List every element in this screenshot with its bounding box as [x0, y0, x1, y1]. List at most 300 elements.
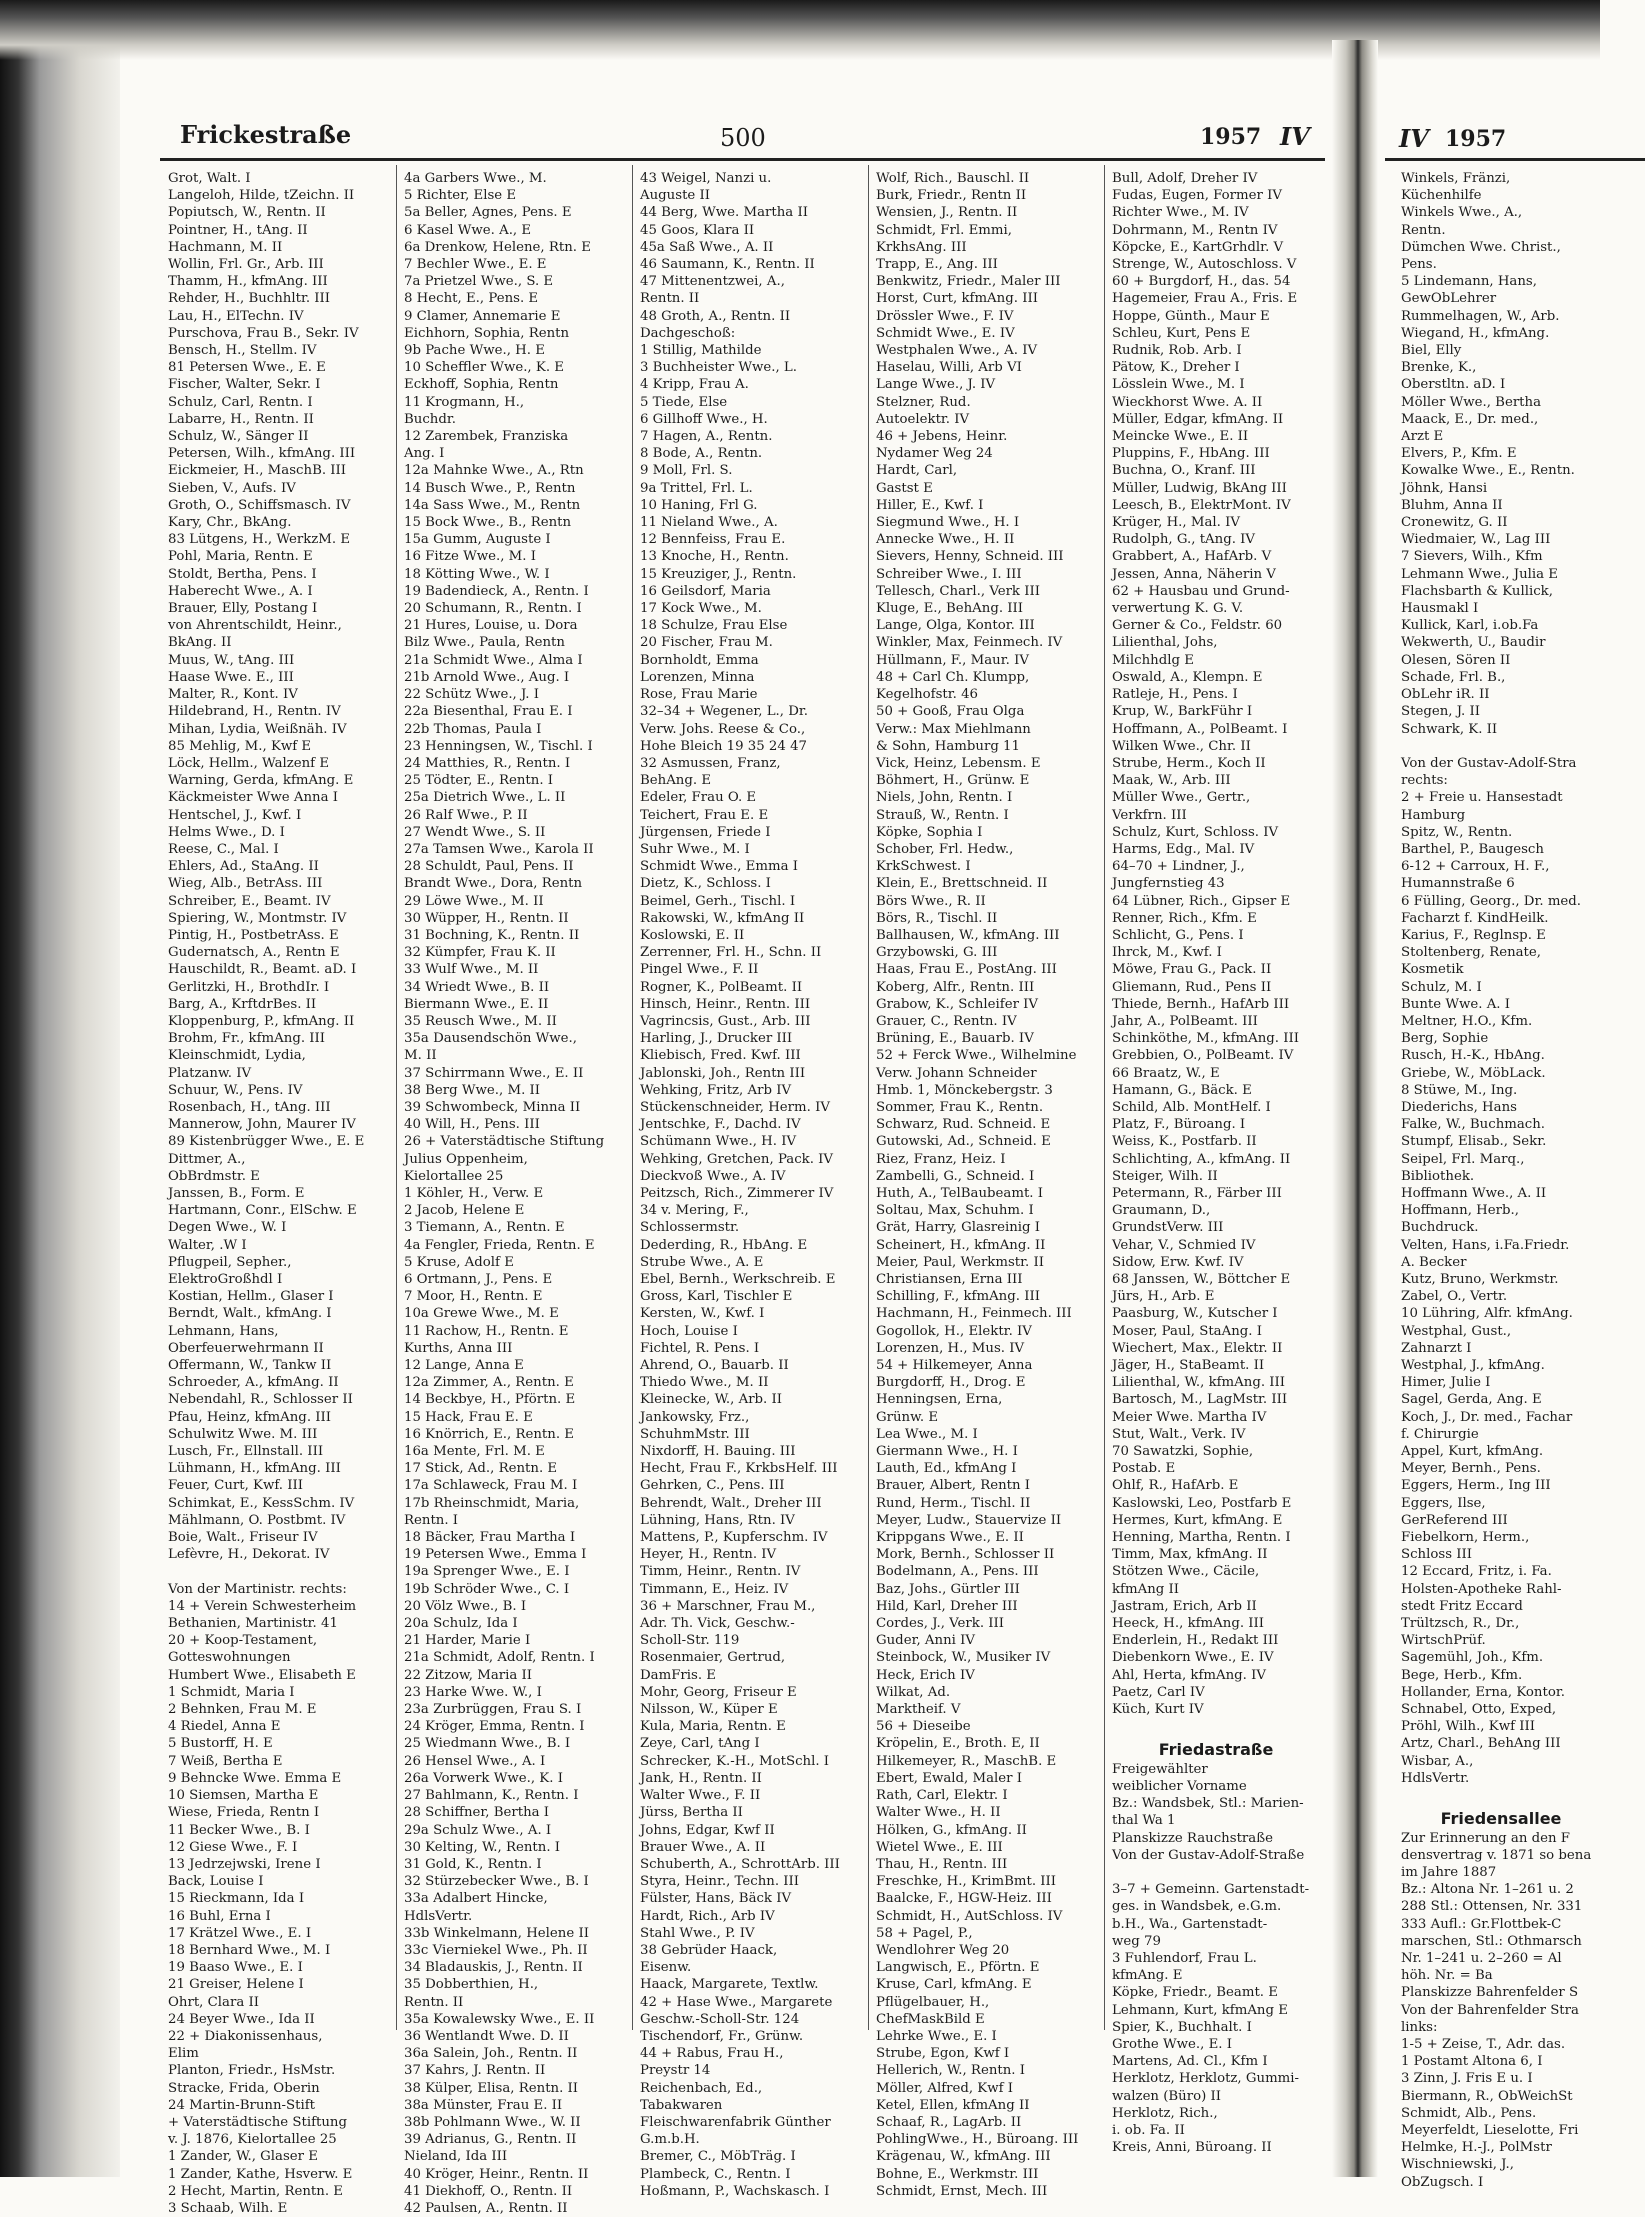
directory-entry: Ihrck, M., Kwf. I	[1112, 945, 1222, 961]
directory-entry: Von der Martinistr. rechts:	[168, 1581, 347, 1597]
directory-entry: Giermann Wwe., H. I	[876, 1444, 1018, 1460]
directory-entry: Hiller, E., Kwf. I	[876, 497, 984, 513]
directory-entry: 15 Rieckmann, Ida I	[168, 1891, 305, 1907]
directory-entry: 12a Mahnke Wwe., A., Rtn	[404, 463, 584, 479]
directory-entry: Lusch, Fr., Ellnstall. III	[168, 1444, 324, 1460]
directory-entry: 42 Paulsen, A., Rentn. II	[404, 2200, 568, 2216]
directory-entry: 3 Buchheister Wwe., L.	[640, 360, 797, 376]
directory-entry: Dittmer, A.,	[168, 1151, 246, 1167]
directory-entry: Schmidt, Frl. Emmi,	[876, 222, 1012, 238]
directory-entry: Vehar, V., Schmied IV	[1112, 1237, 1256, 1253]
directory-entry: Mannerow, John, Maurer IV	[168, 1117, 356, 1133]
directory-entry: Meyerfeldt, Lieselotte, Fri	[1401, 2122, 1579, 2138]
directory-entry: Wilken Wwe., Chr. II	[1112, 738, 1251, 754]
directory-entry: Ang. I	[404, 446, 445, 462]
directory-entry: 29a Schulz Wwe., A. I	[404, 1822, 552, 1838]
directory-entry: Walter, .W I	[168, 1237, 247, 1253]
directory-entry: 19 Badendieck, A., Rentn. I	[404, 583, 589, 599]
directory-entry: 48 + Carl Ch. Klumpp,	[876, 669, 1030, 685]
directory-entry: Adr. Th. Vick, Geschw.-	[640, 1616, 795, 1632]
directory-entry: Wietel Wwe., E. III	[876, 1839, 1003, 1855]
directory-entry: 22 Schütz Wwe., J. I	[404, 687, 540, 703]
directory-entry: Winkler, Max, Feinmech. IV	[876, 635, 1063, 651]
directory-entry: Platzanw. IV	[168, 1065, 252, 1081]
directory-entry: Back, Louise I	[168, 1874, 264, 1890]
directory-entry: Krup, W., BarkFühr I	[1112, 704, 1253, 720]
directory-entry: Rehder, H., Buchhltr. III	[168, 291, 331, 307]
directory-entry: Ohlf, R., HafArb. E	[1112, 1478, 1239, 1494]
directory-entry: Meincke Wwe., E. II	[1112, 429, 1249, 445]
directory-entry: Gerlitzki, H., BrothdIr. I	[168, 979, 330, 995]
directory-entry: Schilling, F., kfmAng. III	[876, 1289, 1040, 1305]
directory-entry: 9b Pache Wwe., H. E	[404, 343, 545, 359]
directory-entry: Von der Gustav-Adolf-Straße	[1112, 1847, 1305, 1863]
street-section-title: Friedensallee	[1440, 1809, 1562, 1829]
directory-entry: rechts:	[1401, 773, 1448, 789]
directory-entry: Hinsch, Heinr., Rentn. III	[640, 996, 811, 1012]
directory-entry: GewObLehrer	[1401, 291, 1497, 307]
directory-entry: Baz, Johs., Gürtler III	[876, 1581, 1020, 1597]
directory-entry: 288 Stl.: Ottensen, Nr. 331	[1401, 1899, 1583, 1915]
directory-entry: 18 Bäcker, Frau Martha I	[404, 1530, 576, 1546]
directory-entry: 50 + Gooß, Frau Olga	[876, 704, 1025, 720]
directory-entry: Köpcke, E., KartGrhdlr. V	[1112, 239, 1284, 255]
directory-entry: Steiger, Wilh. II	[1112, 1168, 1218, 1184]
street-section-title: Friedastraße	[1158, 1740, 1274, 1760]
directory-entry: Dietz, K., Schloss. I	[640, 876, 771, 892]
directory-entry: 27 Wendt Wwe., S. II	[404, 824, 546, 840]
directory-entry: Bunte Wwe. A. I	[1401, 996, 1511, 1012]
right-page-column	[1401, 170, 1601, 2190]
directory-entry: Buchna, O., Kranf. III	[1112, 463, 1256, 479]
directory-entry: Schmidt, H., AutSchloss. IV	[876, 1908, 1063, 1924]
directory-entry: Verw. Johann Schneider	[876, 1065, 1037, 1081]
directory-entry: Karius, F., Reglnsp. E	[1401, 927, 1546, 943]
directory-entry: Wilkat, Ad.	[876, 1684, 951, 1700]
directory-entry: Grabow, K., Schleifer IV	[876, 996, 1039, 1012]
directory-entry: Tellesch, Charl., Verk III	[876, 583, 1040, 599]
directory-entry: 18 Kötting Wwe., W. I	[404, 566, 550, 582]
directory-entry: Spiering, W., Montmstr. IV	[168, 910, 347, 926]
directory-entry: Schwark, K. II	[1401, 721, 1498, 737]
directory-entry: Planskizze Bahrenfelder S	[1401, 1985, 1579, 2001]
directory-entry: Hauschildt, R., Beamt. aD. I	[168, 962, 357, 978]
directory-entry: GerReferend III	[1401, 1512, 1508, 1528]
directory-entry: Jungfernstieg 43	[1112, 876, 1225, 892]
directory-entry: 11 Krogmann, H.,	[404, 394, 525, 410]
directory-entry: Hoffmann, A., PolBeamt. I	[1112, 721, 1288, 737]
directory-entry: Schulz, Carl, Rentn. I	[168, 394, 313, 410]
directory-entry: Graumann, D.,	[1112, 1203, 1211, 1219]
directory-entry: 38a Münster, Frau E. II	[404, 2097, 563, 2113]
directory-entry: Riez, Franz, Heiz. I	[876, 1151, 1006, 1167]
directory-entry: Heeck, H., kfmAng. III	[1112, 1616, 1265, 1632]
directory-entry: Siegmund Wwe., H. I	[876, 515, 1020, 531]
directory-entry: 12 Giese Wwe., F. I	[168, 1839, 298, 1855]
directory-entry: 16 Geilsdorf, Maria	[640, 583, 771, 599]
directory-entry: 46 Saumann, K., Rentn. II	[640, 257, 815, 273]
directory-entry: 24 Martin-Brunn-Stift	[168, 2097, 315, 2113]
directory-entry: 5a Beller, Agnes, Pens. E	[404, 205, 572, 221]
directory-entry: Rund, Herm., Tischl. II	[876, 1495, 1031, 1511]
directory-entry: 23 Henningsen, W., Tischl. I	[404, 738, 593, 754]
directory-entry: Hamburg	[1401, 807, 1466, 823]
directory-entry: 35a Kowalewsky Wwe., E. II	[404, 2011, 595, 2027]
directory-entry: DamFris. E	[640, 1667, 717, 1683]
blank-line	[168, 1563, 390, 1580]
directory-entry: Hamann, G., Bäck. E	[1112, 1082, 1252, 1098]
directory-entry: Kluge, E., BehAng. III	[876, 601, 1024, 617]
blank-line	[1112, 1864, 1320, 1881]
directory-entry: Sagel, Gerda, Ang. E	[1401, 1392, 1542, 1408]
directory-entry: Beimel, Gerh., Tischl. I	[640, 893, 796, 909]
right-header-volume: IV	[1399, 124, 1429, 153]
directory-entry: GrundstVerw. III	[1112, 1220, 1224, 1236]
directory-entry: Harling, J., Drucker III	[640, 1031, 793, 1047]
directory-entry: Kruse, Carl, kfmAng. E	[876, 1977, 1032, 1993]
directory-entry: 6 Fülling, Georg., Dr. med.	[1401, 893, 1582, 909]
directory-entry: 4 Riedel, Anna E	[168, 1719, 281, 1735]
directory-entry: 5 Lindemann, Hans,	[1401, 274, 1537, 290]
directory-entry: 48 Groth, A., Rentn. II	[640, 308, 791, 324]
page-header	[160, 118, 1325, 161]
directory-entry: Schuberth, A., SchrottArb. III	[640, 1856, 840, 1872]
directory-entry: Offermann, W., Tankw II	[168, 1358, 332, 1374]
directory-entry: 39 Schwombeck, Minna II	[404, 1099, 581, 1115]
directory-entry: Verkfrn. III	[1112, 807, 1187, 823]
directory-entry: 34 v. Mering, F.,	[640, 1203, 749, 1219]
directory-entry: Hentschel, J., Kwf. I	[168, 807, 302, 823]
directory-entry: Leesch, B., ElektrMont. IV	[1112, 497, 1291, 513]
directory-entry: Möller, Alfred, Kwf I	[876, 2080, 1014, 2096]
directory-entry: 21a Schmidt Wwe., Alma I	[404, 652, 583, 668]
directory-entry: Freigewählter	[1112, 1761, 1208, 1777]
directory-entry: Eickmeier, H., MaschB. III	[168, 463, 347, 479]
directory-entry: Drössler Wwe., F. IV	[876, 308, 1014, 324]
directory-entry: Arzt E	[1401, 429, 1444, 445]
directory-entry: 15 Kreuziger, J., Rentn.	[640, 566, 797, 582]
directory-entry: KrkSchwest. I	[876, 859, 971, 875]
directory-entry: Kröpelin, E., Broth. E, II	[876, 1736, 1040, 1752]
directory-entry: Lehmann, Hans,	[168, 1323, 279, 1339]
directory-entry: 38 Berg Wwe., M. II	[404, 1082, 541, 1098]
directory-entry: Lauth, Ed., kfmAng I	[876, 1461, 1017, 1477]
directory-entry: Köpke, Friedr., Beamt. E	[1112, 1985, 1278, 2001]
directory-entry: 64–70 + Lindner, J.,	[1112, 859, 1245, 875]
directory-entry: Pätow, K., Dreher I	[1112, 360, 1240, 376]
directory-entry: 18 Schulze, Frau Else	[640, 618, 788, 634]
directory-entry: 66 Braatz, W., E	[1112, 1065, 1220, 1081]
directory-entry: Nilsson, W., Küper E	[640, 1702, 778, 1718]
directory-entry: Lilienthal, Johs,	[1112, 635, 1218, 651]
directory-entry: Bremer, C., MöbTräg. I	[640, 2149, 796, 2165]
directory-entry: 2 Behnken, Frau M. E	[168, 1702, 317, 1718]
directory-entry: Velten, Hans, i.Fa.Friedr.	[1401, 1237, 1570, 1253]
directory-entry: Paasburg, W., Kutscher I	[1112, 1306, 1278, 1322]
directory-entry: 26 Hensel Wwe., A. I	[404, 1753, 546, 1769]
directory-entry: Warning, Gerda, kfmAng. E	[168, 773, 354, 789]
directory-entry: 21 Harder, Marie I	[404, 1633, 531, 1649]
directory-entry: ChefMaskBild E	[876, 2011, 985, 2027]
directory-entry: Gerner & Co., Feldstr. 60	[1112, 618, 1283, 634]
directory-entry: Weiss, K., Postfarb. II	[1112, 1134, 1257, 1150]
directory-entry: Zerrenner, Frl. H., Schn. II	[640, 945, 822, 961]
directory-entry: Hachmann, M. II	[168, 239, 283, 255]
directory-entry: 16 Buhl, Erna I	[168, 1908, 271, 1924]
directory-entry: 12a Zimmer, A., Rentn. E	[404, 1375, 574, 1391]
directory-entry: Reichenbach, Ed.,	[640, 2080, 763, 2096]
directory-entry: Stumpf, Elisab., Sekr.	[1401, 1134, 1547, 1150]
directory-entry: 62 + Hausbau und Grund-	[1112, 583, 1290, 599]
book-gutter	[1332, 40, 1378, 2177]
directory-entry: Jürs, H., Arb. E	[1112, 1289, 1215, 1305]
directory-entry: Kosmetik	[1401, 962, 1464, 978]
directory-entry: Rentn. II	[640, 291, 700, 307]
directory-entry: Hohe Bleich 19 35 24 47	[640, 738, 808, 754]
directory-entry: Falke, W., Buchmach.	[1401, 1117, 1546, 1133]
directory-entry: Lefèvre, H., Dekorat. IV	[168, 1547, 330, 1563]
directory-entry: Bull, Adolf, Dreher IV	[1112, 171, 1258, 186]
directory-entry: Wolf, Rich., Bauschl. II	[876, 171, 1030, 186]
directory-entry: Strube Wwe., A. E	[640, 1254, 764, 1270]
directory-entry: Fischer, Walter, Sekr. I	[168, 377, 321, 393]
directory-entry: Jessen, Anna, Näherin V	[1112, 566, 1276, 582]
directory-entry: Dederding, R., HbAng. E	[640, 1237, 808, 1253]
directory-entry: 1 Zander, W., Glaser E	[168, 2149, 318, 2165]
directory-entry: Winkels, Fränzi,	[1401, 171, 1511, 186]
directory-entry: Kula, Maria, Rentn. E	[640, 1719, 786, 1735]
directory-entry: Brauer, Elly, Postang I	[168, 601, 318, 617]
directory-entry: Jankowsky, Frz.,	[640, 1409, 750, 1425]
directory-entry: Lehmann, Kurt, kfmAng E	[1112, 2002, 1288, 2018]
directory-entry: 21 Greiser, Helene I	[168, 1977, 304, 1993]
directory-entry: 19 Petersen Wwe., Emma I	[404, 1547, 587, 1563]
directory-entry: Ehlers, Ad., StaAng. II	[168, 859, 319, 875]
directory-entry: 38b Pohlmann Wwe., W. II	[404, 2114, 581, 2130]
directory-entry: Kostian, Hellm., Glaser I	[168, 1289, 334, 1305]
directory-entry: 38 Külper, Elisa, Rentn. II	[404, 2080, 579, 2096]
directory-entry: M. II	[404, 1048, 437, 1064]
blank-line	[1401, 738, 1601, 755]
directory-entry: Rudolph, G., tAng. IV	[1112, 532, 1256, 548]
directory-entry: Hoch, Louise I	[640, 1323, 738, 1339]
directory-entry: Grabbert, A., HafArb. V	[1112, 549, 1272, 565]
directory-entry: 7 Moor, H., Rentn. E	[404, 1289, 543, 1305]
column-4	[876, 170, 1098, 2199]
directory-entry: Pfau, Heinz, kfmAng. III	[168, 1409, 332, 1425]
directory-entry: Fudas, Eugen, Former IV	[1112, 188, 1282, 204]
directory-entry: Lehrke Wwe., E. I	[876, 2028, 997, 2044]
page-number: 500	[720, 124, 766, 152]
directory-entry: Oberfeuerwehrmann II	[168, 1340, 324, 1356]
directory-entry: Behrendt, Walt., Dreher III	[640, 1495, 822, 1511]
directory-entry: Biermann Wwe., E. II	[404, 996, 549, 1012]
directory-entry: 7 Weiß, Bertha E	[168, 1753, 283, 1769]
directory-entry: 27a Tamsen Wwe., Karola II	[404, 841, 594, 857]
directory-entry: Nixdorff, H. Bauing. III	[640, 1444, 796, 1460]
directory-entry: Sommer, Frau K., Rentn.	[876, 1099, 1044, 1115]
directory-entry: Marktheif. V	[876, 1702, 961, 1718]
directory-entry: Herklotz, Rich.,	[1112, 2105, 1218, 2121]
directory-entry: Henningsen, Erna,	[876, 1392, 1003, 1408]
directory-entry: 17 Stick, Ad., Rentn. E	[404, 1461, 558, 1477]
directory-entry: 60 + Burgdorf, H., das. 54	[1112, 274, 1291, 290]
directory-entry: KrkhsAng. III	[876, 239, 967, 255]
directory-entry: 19b Schröder Wwe., C. I	[404, 1581, 570, 1597]
directory-entry: 58 + Pagel, P.,	[876, 1925, 973, 1941]
directory-entry: Annecke Wwe., H. II	[876, 532, 1015, 548]
directory-entry: Stracke, Frida, Oberin	[168, 2080, 320, 2096]
directory-entry: PohlingWwe., H., Büroang. III	[876, 2132, 1079, 2148]
directory-entry: Krippgans Wwe., E. II	[876, 1530, 1024, 1546]
directory-entry: Koslowski, E. II	[640, 927, 745, 943]
directory-entry: Von der Bahrenfelder Stra	[1401, 2002, 1579, 2018]
directory-entry: Plambeck, C., Rentn. I	[640, 2166, 791, 2182]
directory-entry: Schild, Alb. MontHelf. I	[1112, 1099, 1271, 1115]
directory-entry: Kleinecke, W., Arb. II	[640, 1392, 783, 1408]
directory-entry: Geschw.-Scholl-Str. 124	[640, 2011, 800, 2027]
directory-entry: Diebenkorn Wwe., E. IV	[1112, 1650, 1274, 1666]
directory-entry: Ratleje, H., Pens. I	[1112, 687, 1238, 703]
directory-entry: Hartmann, Conr., ElSchw. E	[168, 1203, 357, 1219]
directory-entry: 14 + Verein Schwesterheim	[168, 1598, 357, 1614]
directory-entry: 11 Becker Wwe., B. I	[168, 1822, 310, 1838]
directory-entry: Hermes, Kurt, kfmAng. E	[1112, 1512, 1283, 1528]
directory-entry: 7a Prietzel Wwe., S. E	[404, 274, 554, 290]
directory-entry: Löck, Hellm., Walzenf E	[168, 755, 330, 771]
directory-entry: Bohne, E., Werkmstr. III	[876, 2166, 1039, 2182]
directory-entry: 12 Zarembek, Franziska	[404, 429, 569, 445]
directory-entry: 28 Schuldt, Paul, Pens. II	[404, 859, 574, 875]
directory-entry: ges. in Wandsbek, e.G.m.	[1112, 1899, 1282, 1915]
directory-entry: Rentn.	[1401, 222, 1446, 238]
directory-entry: Thiedo Wwe., M. II	[640, 1375, 769, 1391]
directory-entry: Zur Erinnerung an den F	[1401, 1830, 1571, 1846]
directory-entry: Möller Wwe., Bertha	[1401, 394, 1542, 410]
directory-entry: Bz.: Altona Nr. 1–261 u. 2	[1401, 1882, 1574, 1898]
directory-entry: Kutz, Bruno, Werkmstr.	[1401, 1272, 1559, 1287]
directory-entry: 22 Zitzow, Maria II	[404, 1667, 533, 1683]
directory-entry: 12 Bennfeiss, Frau E.	[640, 532, 786, 548]
directory-entry: 5 Kruse, Adolf E	[404, 1254, 514, 1270]
directory-entry: 10 Scheffler Wwe., K. E	[404, 360, 564, 376]
directory-entry: von Ahrentschildt, Heinr.,	[168, 618, 342, 634]
directory-entry: 5 Tiede, Else	[640, 394, 728, 410]
directory-entry: Wendlohrer Weg 20	[876, 1942, 1010, 1958]
directory-entry: 30 Kelting, W., Rentn. I	[404, 1839, 561, 1855]
directory-entry: Tischendorf, Fr., Grünw.	[640, 2028, 804, 2044]
directory-entry: 1 Stillig, Mathilde	[640, 343, 762, 359]
directory-entry: Ohrt, Clara II	[168, 1994, 259, 2010]
directory-entry: 3 Fuhlendorf, Frau L.	[1112, 1950, 1257, 1966]
directory-entry: 13 Jedrzejwski, Irene I	[168, 1856, 321, 1872]
directory-entry: Strube, Egon, Kwf I	[876, 2046, 1010, 2062]
directory-entry: Thau, H., Rentn. III	[876, 1856, 1008, 1872]
directory-entry: Wiese, Frieda, Rentn I	[168, 1805, 320, 1821]
directory-entry: Stahl Wwe., P. IV	[640, 1925, 755, 1941]
directory-entry: Sievers, Henny, Schneid. III	[876, 549, 1064, 565]
directory-entry: Westphal, Gust.,	[1401, 1323, 1512, 1339]
directory-entry: 31 Gold, K., Rentn. I	[404, 1856, 542, 1872]
directory-entry: Auguste II	[640, 188, 711, 204]
directory-entry: Heck, Erich IV	[876, 1667, 975, 1683]
directory-entry: 22b Thomas, Paula I	[404, 721, 542, 737]
directory-entry: 52 + Ferck Wwe., Wilhelmine	[876, 1048, 1077, 1064]
directory-entry: Johns, Edgar, Kwf II	[640, 1822, 775, 1838]
directory-entry: Berndt, Walt., kfmAng. I	[168, 1306, 332, 1322]
column-divider	[868, 165, 869, 2030]
column-3	[640, 170, 862, 2199]
directory-entry: Hardt, Carl,	[876, 463, 958, 479]
directory-entry: Hoppe, Günth., Maur E	[1112, 308, 1270, 324]
directory-entry: Horst, Curt, kfmAng. III	[876, 291, 1038, 307]
directory-entry: Timmann, E., Heiz. IV	[640, 1581, 789, 1597]
directory-entry: 20 Fischer, Frau M.	[640, 635, 773, 651]
directory-entry: 81 Petersen Wwe., E. E	[168, 360, 326, 376]
directory-entry: Hagemeier, Frau A., Fris. E	[1112, 291, 1298, 307]
directory-entry: Eichhorn, Sophia, Rentn	[404, 325, 570, 341]
directory-entry: Groth, O., Schiffsmasch. IV	[168, 497, 351, 513]
directory-entry: BehAng. E	[640, 773, 712, 789]
directory-entry: Thamm, H., kfmAng. III	[168, 274, 328, 290]
directory-entry: Preystr 14	[640, 2063, 711, 2079]
directory-entry: Herklotz, Herklotz, Gummi-	[1112, 2071, 1300, 2087]
directory-entry: 36 Wentlandt Wwe. D. II	[404, 2028, 569, 2044]
directory-entry: Edeler, Frau O. E	[640, 790, 757, 806]
directory-entry: Bornholdt, Emma	[640, 652, 759, 668]
directory-entry: Brandt Wwe., Dora, Rentn	[404, 876, 583, 892]
directory-entry: Janssen, B., Form. E	[168, 1185, 305, 1201]
directory-entry: Bege, Herb., Kfm.	[1401, 1667, 1523, 1683]
directory-entry: Haase Wwe. E., III	[168, 669, 294, 685]
directory-entry: kfmAng. E	[1112, 1968, 1183, 1984]
directory-entry: Appel, Kurt, kfmAng.	[1401, 1444, 1544, 1460]
directory-entry: Oberstltn. aD. I	[1401, 377, 1506, 393]
directory-entry: 14a Sass Wwe., M., Rentn	[404, 497, 581, 513]
directory-entry: Purschova, Frau B., Sekr. IV	[168, 325, 359, 341]
directory-entry: weiblicher Vorname	[1112, 1778, 1247, 1794]
directory-entry: Elim	[168, 2046, 199, 2062]
directory-entry: Schrecker, K.-H., MotSchl. I	[640, 1753, 830, 1769]
directory-entry: Meyer, Bernh., Pens.	[1401, 1461, 1541, 1477]
directory-entry: Wieckhorst Wwe. A. II	[1112, 394, 1263, 410]
directory-entry: Milchhdlg E	[1112, 652, 1194, 668]
directory-entry: Meier, Paul, Werkmstr. II	[876, 1254, 1044, 1270]
directory-entry: Pluppins, F., HbAng. III	[1112, 446, 1270, 462]
directory-entry: 333 Aufl.: Gr.Flottbek-C	[1401, 1916, 1562, 1932]
directory-entry: Rosenmaier, Gertrud,	[640, 1650, 786, 1666]
directory-entry: Postab. E	[1112, 1461, 1176, 1477]
directory-entry: 4a Fengler, Frieda, Rentn. E	[404, 1237, 595, 1253]
directory-entry: Haselau, Willi, Arb VI	[876, 360, 1022, 376]
directory-entry: Heyer, H., Rentn. IV	[640, 1547, 777, 1563]
directory-entry: Stötzen Wwe., Cäcile,	[1112, 1564, 1260, 1580]
directory-entry: Schnabel, Otto, Exped,	[1401, 1702, 1557, 1718]
directory-entry: Eggers, Herm., Ing III	[1401, 1478, 1551, 1494]
directory-entry: Möwe, Frau G., Pack. II	[1112, 962, 1272, 978]
directory-entry: Köpke, Sophia I	[876, 824, 983, 840]
directory-entry: Renner, Rich., Kfm. E	[1112, 910, 1257, 926]
directory-entry: Nebendahl, R., Schlosser II	[168, 1392, 353, 1408]
right-header-year: 1957	[1445, 126, 1507, 152]
directory-entry: 29 Löwe Wwe., M. II	[404, 893, 544, 909]
directory-entry: Thiede, Bernh., HafArb III	[1112, 996, 1290, 1012]
directory-entry: Schulz, Kurt, Schloss. IV	[1112, 824, 1279, 840]
directory-entry: Tabakwaren	[640, 2097, 723, 2113]
directory-entry: Kegelhofstr. 46	[876, 687, 979, 703]
directory-entry: Lange Wwe., J. IV	[876, 377, 996, 393]
directory-entry: 5 Richter, Else E	[404, 188, 517, 204]
